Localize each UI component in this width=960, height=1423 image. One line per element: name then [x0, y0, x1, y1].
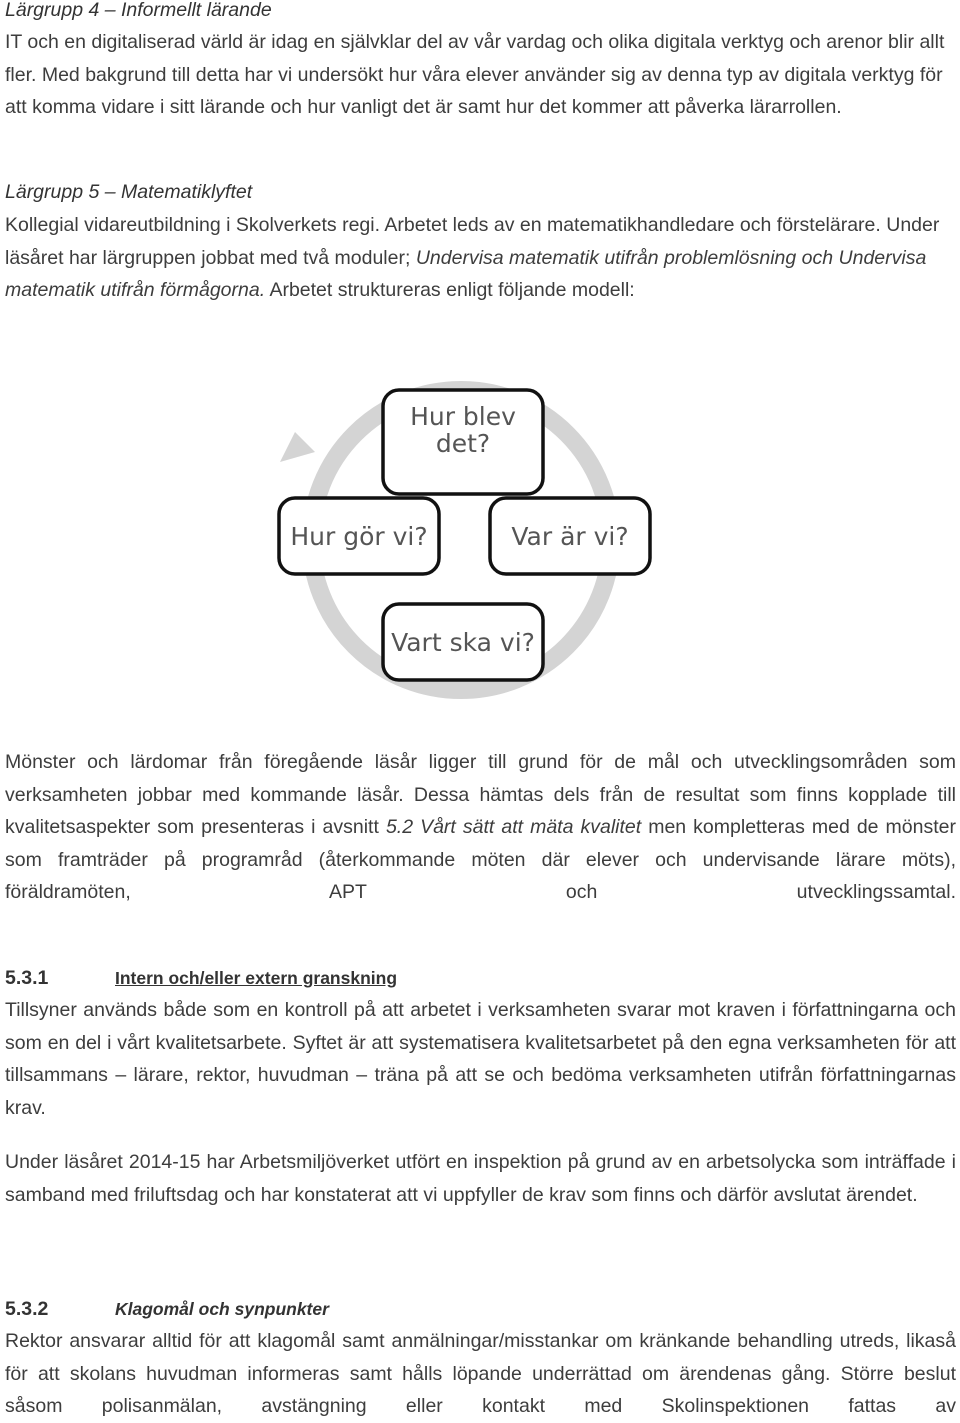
label-top-line1: Hur blev — [410, 402, 516, 431]
paragraph-arbetsmiljoverket: Under läsåret 2014-15 har Arbetsmiljöverket utfört en inspektion på grund av en arbetsolycka som inträffade i samband med friluftsdag och har konstaterat att vi uppfyller de krav som finns och därför avslutat ärendet. — [5, 1151, 956, 1206]
section-title: Intern och/eller extern granskning — [115, 968, 398, 988]
paragraph-monster — [5, 746, 956, 909]
label-left: Hur gör vi? — [290, 522, 428, 551]
heading-5-3-2 — [5, 1293, 956, 1326]
paragraph-text: Kollegial vidareutbildning i Skolverkets regi. Arbetet leds av en matematikhandledare och förstelärare. Under läsåret har lärgruppen jobbat med två moduler; — [5, 214, 940, 269]
paragraph-text: Mönster och lärdomar från föregående läsår ligger till grund för de mål och utvecklingsområden som verksamheten jobbar med kommande läsår. Dessa hämtas dels från de resultat som finns kopplade till kvalitetsaspekter som presenteras i avsnitt — [5, 751, 956, 838]
paragraph-text: men kompletteras med de mönster som framträder på programråd (återkommande möten där elever och undervisande lärare möts), föräldramöten, APT och utvecklingssamtal. — [5, 816, 956, 903]
label-right: Var är vi? — [511, 522, 629, 551]
paragraph-klagomal: Rektor ansvarar alltid för att klagomål samt anmälningar/misstankar om kränkande behandling utreds, likaså för att skolans huvudman informeras samt hålls löpande underrättad om ärendenas gång. Större beslut såsom polisanmälan, avstängning eller kontakt med Skolinspektionen fattas av — [5, 1330, 956, 1417]
label-bottom: Vart ska vi? — [391, 628, 535, 657]
section-title: Klagomål och synpunkter — [115, 1299, 329, 1319]
paragraph-largrupp-4: IT och en digitaliserad värld är idag en självklar del av vår vardag och olika digitala verktyg och arenor blir allt fler. Med bakgrund till detta har vi undersökt hur våra elever använder sig av denna typ av digitala verktyg för att komma vidare i sitt lärande och hur vanligt det är samt hur det kommer att påverka lärarrollen. — [5, 31, 945, 118]
heading-largrupp-5: Lärgrupp 5 – Matematiklyftet — [5, 181, 253, 203]
section-reference: 5.2 Vårt sätt att mäta kvalitet — [385, 816, 642, 838]
paragraph-text: Arbetet struktureras enligt följande modell: — [265, 279, 635, 301]
module-names: Undervisa matematik utifrån problemlösning och Undervisa matematik utifrån förmågorna. — [5, 246, 927, 301]
heading-5-3-1 — [5, 962, 956, 995]
paragraph-tillsyner: Tillsyner används både som en kontroll på att arbetet i verksamheten svarar mot kraven i författningarna och som en del i vårt kvalitetsarbete. Syftet är att systematisera kvalitetsarbetet på den egna verksamheten för att tillsammans – lärare, rektor, huvudman – träna på att se och bedöma verksamheten utifrån författningarnas krav. — [5, 999, 956, 1119]
cycle-diagram — [5, 0, 956, 720]
heading-largrupp-4: Lärgrupp 4 – Informellt lärande — [5, 0, 272, 21]
section-number: 5.3.2 — [5, 1298, 49, 1320]
label-top-line2: det? — [435, 429, 491, 458]
section-number: 5.3.1 — [5, 967, 49, 989]
cycle-arrow-head — [280, 432, 315, 462]
